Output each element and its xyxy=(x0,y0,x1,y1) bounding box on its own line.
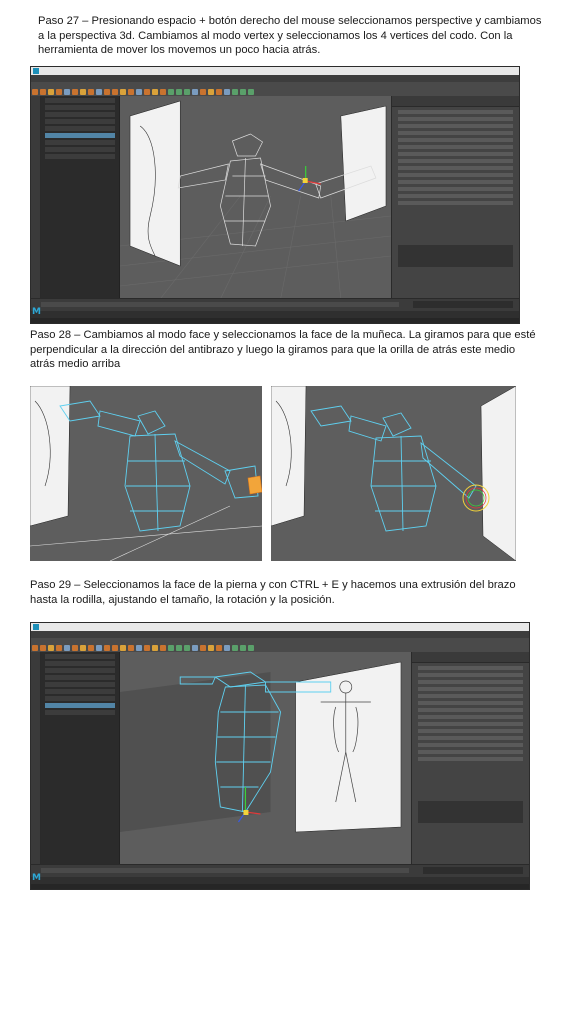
maya-attribute-editor xyxy=(391,96,519,299)
maya-menu-bar xyxy=(31,75,519,82)
maya-timeline xyxy=(31,298,519,311)
maya-attribute-editor xyxy=(411,652,529,865)
maya-toolbox xyxy=(31,652,41,865)
screenshot-paso-28-b xyxy=(271,386,516,561)
maya-viewport xyxy=(120,96,391,299)
maya-viewport xyxy=(120,652,411,865)
maya-title-bar xyxy=(31,623,529,631)
paso-27-text: Paso 27 – Presionando espacio + botón derecho del mouse seleccionamos perspective y cambiamos a la perspectiva 3d. Cambiamos al modo vertex y seleccionamos los 4 vertices del codo. Con la herramienta de mover los movemos un poco hacia atrás. xyxy=(38,15,542,57)
paso-29-text: Paso 29 – Seleccionamos la face de la pierna y con CTRL + E y hacemos una extrusión del brazo hasta la rodilla, ajustando el tamaño, la rotación y la posición. xyxy=(30,579,516,606)
maya-app-icon xyxy=(33,68,39,74)
maya-timeline xyxy=(31,864,529,877)
maya-m-logo: M xyxy=(32,873,41,883)
maya-m-logo: M xyxy=(32,307,41,317)
paso-28-text: Paso 28 – Cambiamos al modo face y seleccionamos la face de la muñeca. La giramos para que esté perpendicular a la dirección del antibrazo y luego la giramos para que la orilla de atrás este medio atrás medio arriba xyxy=(30,329,536,371)
maya-app-icon xyxy=(33,624,39,630)
maya-outliner xyxy=(41,652,120,865)
maya-command-line xyxy=(31,311,519,318)
screenshot-paso-28-a xyxy=(30,386,262,561)
viewport-scene xyxy=(30,386,262,561)
screenshot-paso-29 xyxy=(30,622,530,890)
viewport-scene xyxy=(120,652,411,865)
maya-help-line xyxy=(31,318,519,323)
maya-shelf xyxy=(31,82,519,97)
maya-shelf xyxy=(31,638,529,653)
maya-menu-bar xyxy=(31,631,529,638)
maya-outliner xyxy=(41,96,120,299)
maya-title-bar xyxy=(31,67,519,75)
maya-help-line xyxy=(31,884,529,889)
maya-toolbox xyxy=(31,96,41,299)
maya-command-line xyxy=(31,877,529,884)
screenshot-paso-27 xyxy=(30,66,520,324)
viewport-scene xyxy=(271,386,516,561)
viewport-scene xyxy=(120,96,391,299)
